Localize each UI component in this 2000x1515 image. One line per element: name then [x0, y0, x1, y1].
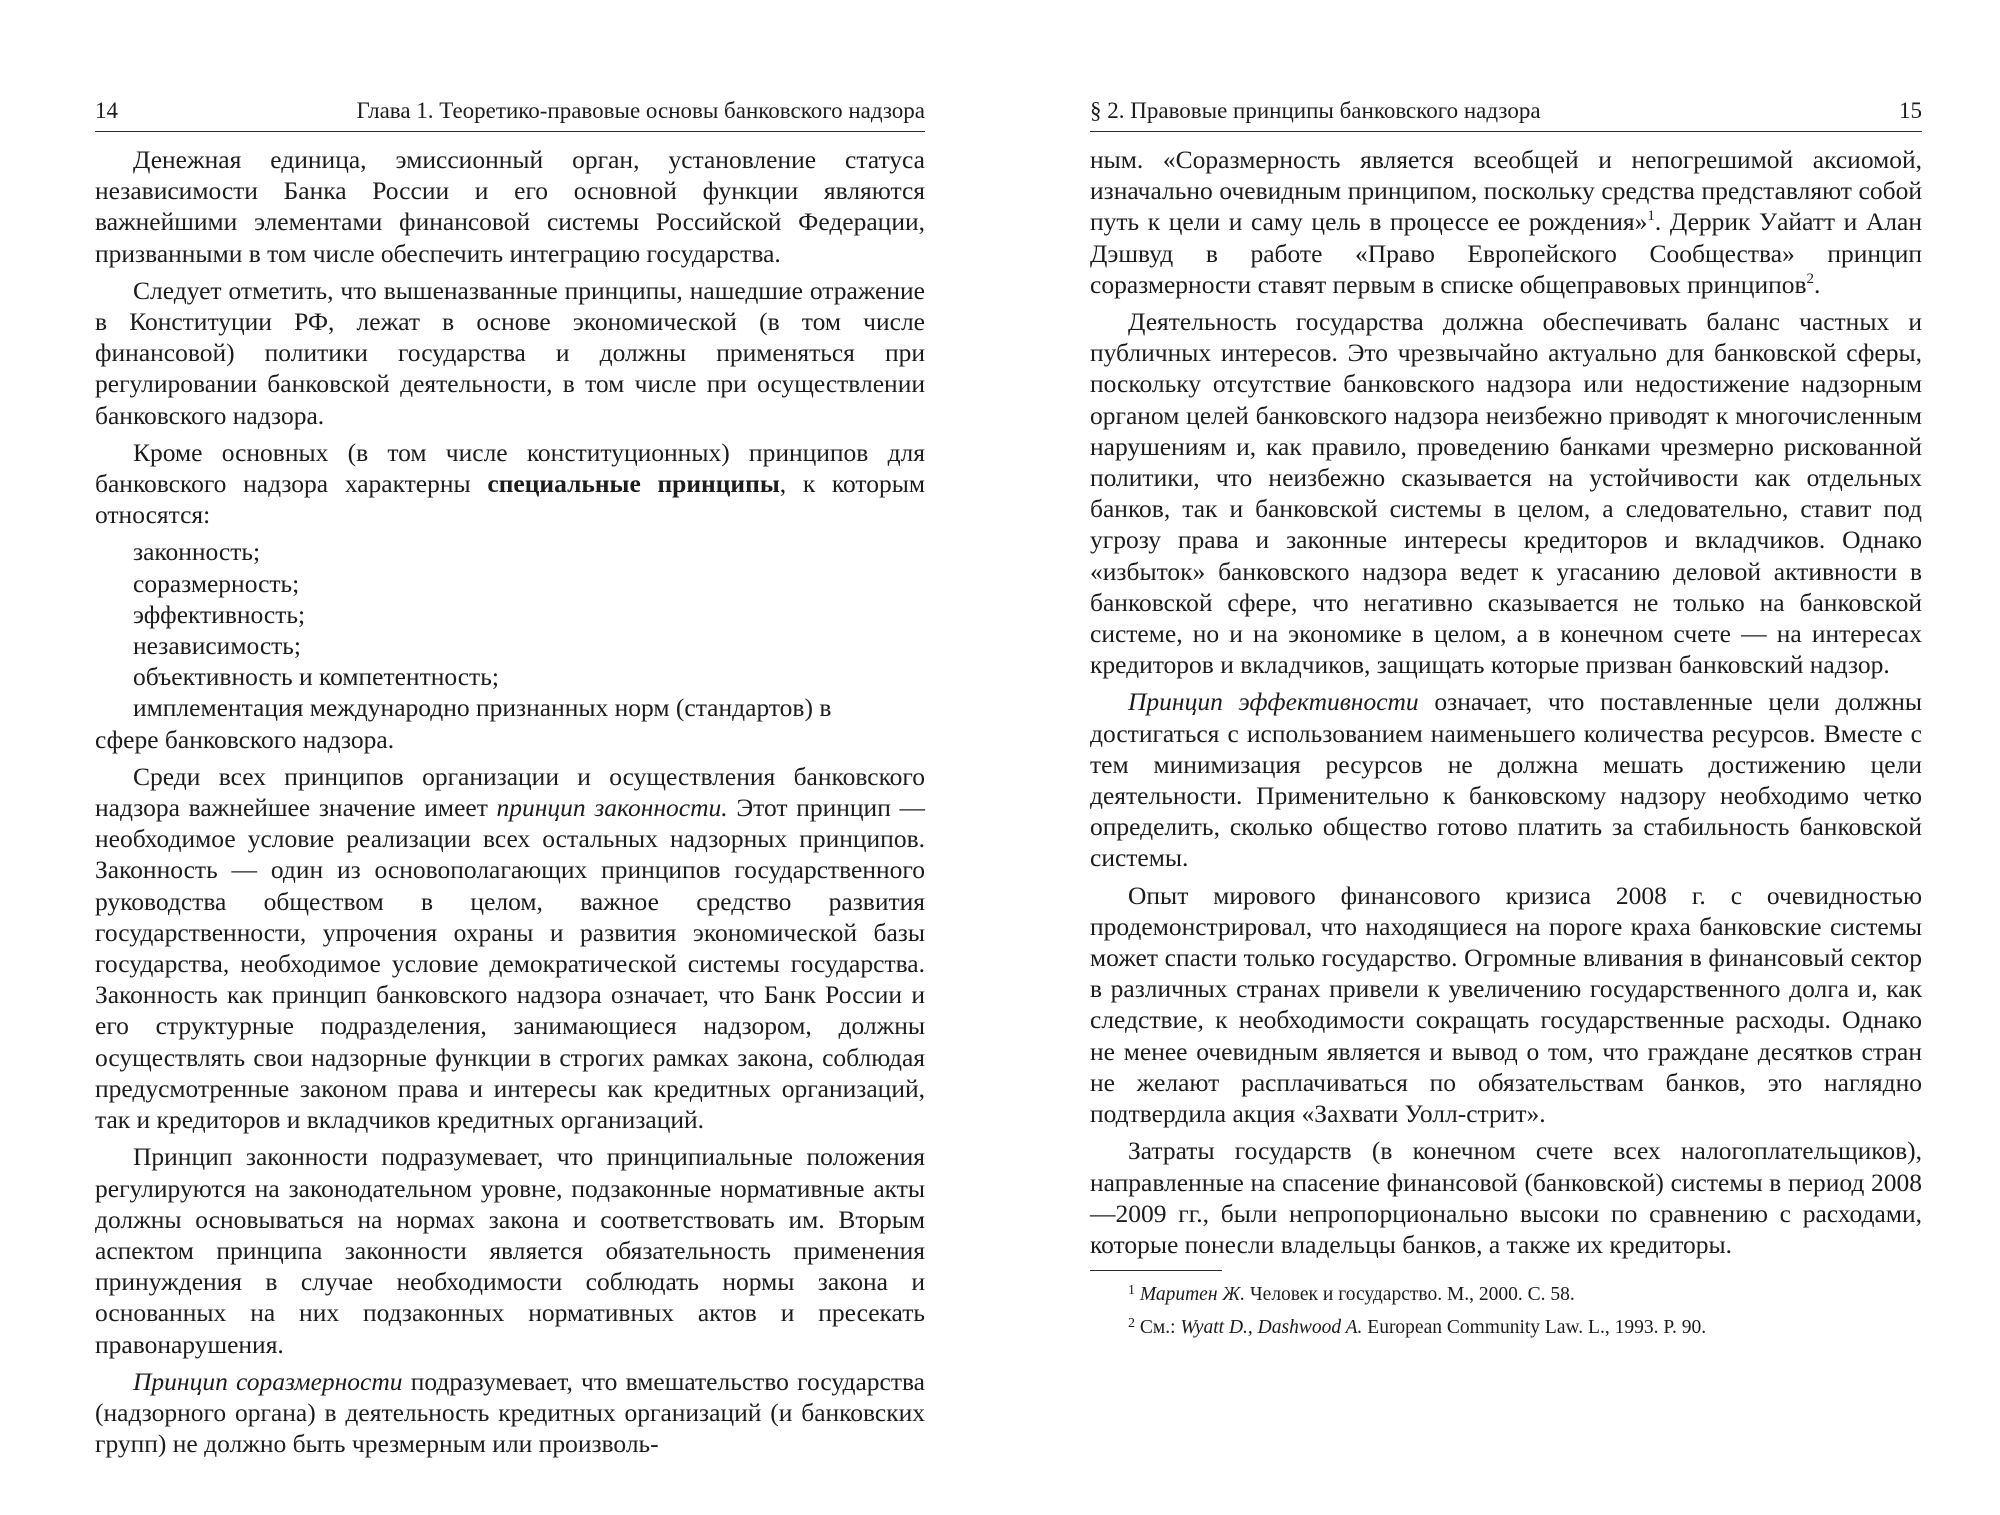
text-run: подразумевает, что вмешательство государства (надзорного органа) в деятельность кредитных организаций (и банковских групп) не должно быть чрезмерным или произволь-: [95, 1366, 925, 1459]
italic-term: Принцип соразмерности: [133, 1366, 403, 1396]
paragraph: [95, 437, 925, 531]
page-number: 15: [1899, 98, 1922, 123]
list-item: соразмерность;: [133, 568, 300, 598]
right-page: [1090, 0, 1922, 1515]
paragraph: Принцип законности подразумевает, что принципиальные положения регулируются на законодательном уровне, подзаконные нормативные акты должны основываться на нормах закона и соответствовать им. Вторым аспектом принципа законности является обязательность применения принуждения в случае необходимости соблюдать нормы закона и основанных на них подзаконных нормативных актов и пресекать правонарушения.: [95, 1142, 925, 1359]
list-item: законность;: [133, 537, 261, 567]
right-running-header: [1090, 97, 1922, 132]
italic-term: принцип законности.: [496, 793, 728, 823]
left-page: [95, 0, 925, 1515]
running-title: Глава 1. Теоретико-правовые основы банковского надзора: [356, 98, 925, 123]
paragraph: Денежная единица, эмиссионный орган, установление статуса независимости Банка России и его основной функции являются важнейшими элементами финансовой системы Российской Федерации, призванными в том числе обеспечить интеграцию государства.: [95, 145, 925, 268]
text-run: . Деррик Уайатт и Алан Дэшвуд в работе «Право Европейского Сообщества» принцип соразмерности ставят первым в списке общеправовых принципов: [1090, 207, 1922, 299]
text-run: ным. «Соразмерность является всеобщей и непогрешимой аксиомой, изначально очевидным принципом, поскольку средства представляют собой путь к цели и саму цель в процессе ее рождения»: [1090, 145, 1922, 237]
bold-term: специальные принципы: [487, 469, 780, 499]
paragraph: [95, 761, 925, 1135]
footnote-author: Маритен Ж.: [1139, 1284, 1246, 1306]
paragraph: Следует отметить, что вышеназванные принципы, нашедшие отражение в Конституции РФ, лежат в основе экономической (в том числе финансовой) политики государства и должны применяться при регулировании банковской деятельности, в том числе при осуществлении банковского надзора.: [95, 275, 925, 430]
footnote-text: European Community Law. L., 1993. P. 90.: [1362, 1317, 1707, 1339]
list-item: эффективность;: [133, 599, 306, 629]
footnote-prefix: См.:: [1139, 1317, 1181, 1339]
footnote-divider: [1090, 1270, 1222, 1271]
paragraph: Деятельность государства должна обеспечивать баланс частных и публичных интересов. Это чрезвычайно актуально для банковской сферы, поскольку отсутствие банковского надзора или недостижение надзорным органом целей банковского надзора неизбежно приводят к многочисленным нарушениям и, как правило, проведению банками чрезмерно рискованной политики, что неизбежно сказывается на устойчивости как отдельных банков, так и банковской системы в целом, а следовательно, ставит под угрозу права и законные интересы кредиторов и вкладчиков. Однако «избыток» банковского надзора ведет к угасанию деловой активности в банковской сфере, что негативно сказывается не только на банковской системе, но и на экономике в целом, а в конечном счете — на интересах кредиторов и вкладчиков, защищать которые призван банковский надзор.: [1090, 307, 1922, 680]
text-run: .: [1814, 269, 1821, 299]
running-title: § 2. Правовые принципы банковского надзора: [1090, 98, 1541, 123]
paragraph: [1090, 144, 1922, 300]
text-run: означает, что поставленные цели должны достигаться с использованием наименьшего количества ресурсов. Вместе с тем минимизация ресурсов не должна мешать достижению цели деятельности. Применительно к банковскому надзору необходимо четко определить, сколько общество готово платить за стабильность банковской системы.: [1090, 687, 1922, 873]
footnote-ref[interactable]: 2: [1806, 270, 1815, 287]
text-run: Среди всех принципов организации и осуществления банковского надзора важнейшее значение имеет: [95, 761, 925, 823]
text-run: , к которым относятся:: [95, 469, 925, 530]
right-body-text: [1090, 144, 1922, 1347]
footnote-number: 2: [1128, 1316, 1135, 1332]
list-item: объективность и компетентность;: [133, 662, 499, 692]
text-run: Кроме основных (в том числе конституционных) принципов для банковского надзора характерны: [95, 437, 925, 499]
footnote: [1090, 1281, 1922, 1308]
principles-list: [95, 536, 925, 723]
footnote-number: 1: [1128, 1283, 1135, 1299]
page-number: 14: [95, 98, 118, 123]
paragraph: [95, 1366, 925, 1460]
italic-term: Принцип эффективности: [1128, 687, 1419, 717]
left-running-header: [95, 97, 925, 132]
left-body-text: [95, 144, 925, 1465]
paragraph: [1090, 686, 1922, 873]
footnote-author: Wyatt D., Dashwood A.: [1180, 1317, 1363, 1339]
list-item: имплементация международно признанных норм (стандартов) в: [133, 693, 832, 723]
paragraph: Затраты государств (в конечном счете всех налогоплательщиков), направленные на спасение финансовой (банковской) системы в период 2008—2009 гг., были непропорционально высоки по сравнению с расходами, которые понесли владельцы банков, а также их кредиторы.: [1090, 1136, 1922, 1259]
list-item-continuation: сфере банковского надзора.: [95, 724, 395, 754]
footnote-ref[interactable]: 1: [1647, 208, 1655, 225]
footnote: [1090, 1314, 1922, 1341]
paragraph: Опыт мирового финансового кризиса 2008 г. с очевидностью продемонстрировал, что находящиеся на пороге краха банковские системы может спасти только государство. Огромные вливания в финансовый сектор в различных странах привели к увеличению государственного долга и, как следствие, к необходимости сокращать государственные расходы. Однако не менее очевидным является и вывод о том, что граждане десятков стран не желают расплачиваться по обязательствам банков, это наглядно подтвердила акция «Захвати Уолл-стрит».: [1090, 880, 1922, 1129]
list-item: независимость;: [133, 631, 302, 661]
footnote-text: Человек и государство. М., 2000. С. 58.: [1245, 1284, 1575, 1306]
text-run: Этот принцип — необходимое условие реализации всех остальных надзорных принципов. Законность — один из основополагающих принципов государственного руководства обществом в целом, важное средство развития государственности, упрочения охраны и развития экономической базы государства, необходимое условие демократической системы государства. Законность как принцип банковского надзора означает, что Банк России и его структурные подразделения, занимающиеся надзором, должны осуществлять свои надзорные функции в строгих рамках закона, соблюдая предусмотренные законом права и интересы как кредитных организаций, так и кредиторов и вкладчиков кредитных организаций.: [95, 793, 926, 1135]
